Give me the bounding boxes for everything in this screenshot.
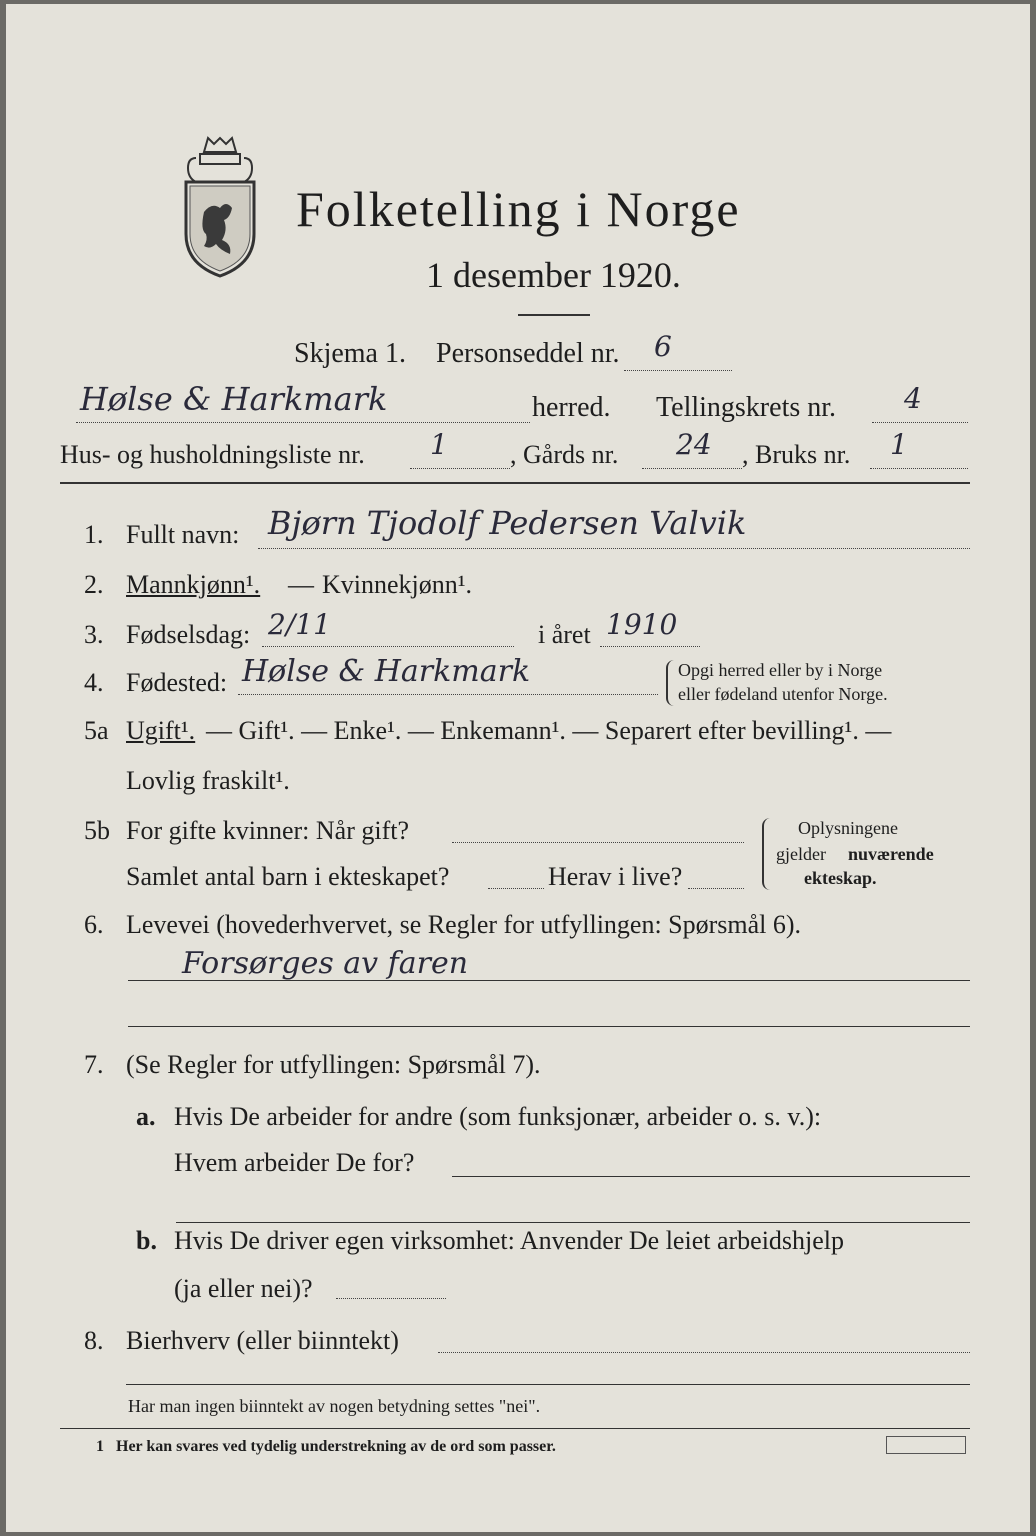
q4-field [238, 694, 658, 695]
q4-number: 4. [84, 668, 104, 697]
q4-note-2: eller fødeland utenfor Norge. [678, 684, 888, 704]
q3-number: 3. [84, 620, 104, 649]
header-rule [60, 482, 970, 484]
title-divider [518, 314, 590, 316]
footnote-text: Her kan svares ved tydelig understrekning av de ord som passer. [116, 1438, 556, 1455]
q5b-children-field [488, 888, 544, 889]
q6-number: 6. [84, 910, 104, 939]
gards-value: 24 [676, 428, 712, 461]
q3-year-label: i året [538, 620, 591, 649]
herred-label: herred. [532, 392, 611, 423]
q5a-number: 5a [84, 716, 109, 745]
hus-label: Hus- og husholdningsliste nr. [60, 440, 365, 469]
q5b-alive-field [688, 888, 744, 889]
tellingskrets-value: 4 [904, 382, 922, 415]
q1-number: 1. [84, 520, 104, 549]
q8-label: Bierhverv (eller biinntekt) [126, 1326, 399, 1355]
personseddel-value: 6 [654, 330, 672, 363]
q3-field [262, 646, 514, 647]
bruks-value: 1 [890, 428, 908, 461]
form-title: Folketelling i Norge [296, 181, 741, 237]
bruks-field [870, 468, 968, 469]
gards-label: , Gårds nr. [510, 440, 619, 469]
census-date: 1 desember 1920. [426, 255, 681, 295]
q7-label: (Se Regler for utfyllingen: Spørsmål 7). [126, 1050, 541, 1079]
q7-number: 7. [84, 1050, 104, 1079]
q2-female: Kvinnekjønn¹. [322, 570, 473, 599]
q5b-label-1: For gifte kvinner: Når gift? [126, 816, 410, 845]
q5a-line2: Lovlig fraskilt¹. [126, 766, 290, 795]
birthyear-value: 1910 [606, 608, 678, 641]
q5a-options: — Gift¹. — Enke¹. — Enkemann¹. — Separert efter bevilling¹. — [206, 716, 892, 745]
q5b-brace [762, 818, 774, 890]
q5b-label-2: Samlet antal barn i ekteskapet? [126, 862, 450, 891]
q5b-note-2a: gjelder [776, 844, 826, 864]
q3-label: Fødselsdag: [126, 620, 251, 649]
biinntekt-note: Har man ingen biinntekt av nogen betydning settes "nei". [128, 1396, 541, 1416]
gards-field [642, 468, 742, 469]
q6-label: Levevei (hovederhvervet, se Regler for utfyllingen: Spørsmål 6). [126, 910, 802, 939]
q7b-label: Hvis De driver egen virksomhet: Anvender De leiet arbeidshjelp [174, 1226, 845, 1255]
q5b-note-1: Oplysningene [798, 818, 898, 838]
schema-label: Skjema 1. [294, 338, 406, 369]
q4-label: Fødested: [126, 668, 228, 697]
q5b-number: 5b [84, 816, 110, 845]
q2-separator: — [288, 570, 314, 599]
q7a-label: Hvis De arbeider for andre (som funksjonær, arbeider o. s. v.): [174, 1102, 822, 1131]
q5b-label-3: Herav i live? [548, 862, 683, 891]
birthdate-value: 2/11 [268, 608, 331, 641]
herred-field [76, 422, 530, 423]
q7b-number: b. [136, 1226, 157, 1255]
q7a-field-1 [452, 1176, 970, 1177]
tellingskrets-label: Tellingskrets nr. [656, 392, 837, 423]
q2-number: 2. [84, 570, 104, 599]
tellingskrets-field [872, 422, 968, 423]
full-name-value: Bjørn Tjodolf Pedersen Valvik [268, 504, 747, 542]
q2-male: Mannkjønn¹. [126, 570, 261, 599]
q8-number: 8. [84, 1326, 104, 1355]
personseddel-label: Personseddel nr. [436, 338, 620, 369]
q7a-number: a. [136, 1102, 156, 1131]
q8-bottom-rule [126, 1384, 970, 1385]
census-form [6, 4, 1030, 1532]
q7b-sub: (ja eller nei)? [174, 1274, 313, 1303]
personseddel-field [624, 370, 732, 371]
q7a-field-2 [176, 1222, 970, 1223]
footer-rule [60, 1428, 970, 1429]
hus-field [410, 468, 510, 469]
hus-value: 1 [430, 428, 448, 461]
q6-field-2 [128, 1026, 970, 1027]
q7a-sub: Hvem arbeider De for? [174, 1148, 415, 1177]
q3-year-field [600, 646, 700, 647]
q4-note-1: Opgi herred eller by i Norge [678, 660, 883, 680]
q1-label: Fullt navn: [126, 520, 240, 549]
footnote-mark: 1 [96, 1438, 104, 1455]
birthplace-value: Hølse & Harkmark [242, 654, 531, 689]
q5a-ugift: Ugift¹. [126, 716, 196, 745]
q7b-field [336, 1298, 446, 1299]
q8-field [438, 1352, 970, 1353]
printer-stamp-icon [886, 1436, 966, 1454]
q1-field [258, 548, 970, 549]
q5b-note-2b: nuværende [848, 844, 934, 864]
occupation-value: Forsørges av faren [182, 946, 469, 981]
coat-of-arms-icon [174, 132, 266, 282]
q5b-note-3: ekteskap. [804, 868, 877, 888]
herred-value: Hølse & Harkmark [80, 380, 388, 418]
q5b-when-field [452, 842, 744, 843]
q4-brace [666, 660, 676, 706]
bruks-label: , Bruks nr. [742, 440, 851, 469]
